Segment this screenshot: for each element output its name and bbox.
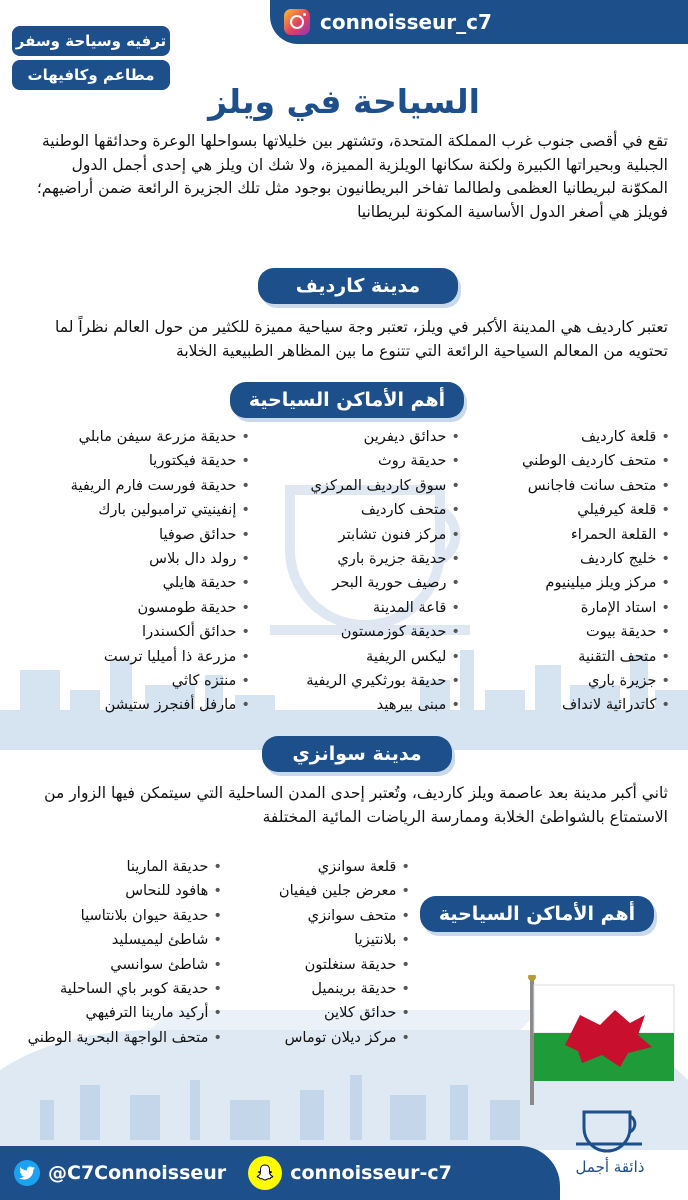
place-item bbox=[230, 596, 460, 620]
place-item bbox=[10, 596, 250, 620]
place-name: متحف كارديف الوطني bbox=[522, 452, 657, 470]
place-item bbox=[230, 523, 460, 547]
swansea-places-column-1 bbox=[200, 855, 410, 1050]
place-item bbox=[200, 977, 410, 1001]
place-name: متحف كارديف bbox=[360, 501, 447, 519]
place-name: مارفل أفنجرز ستيشن bbox=[104, 696, 237, 714]
bullet-icon: • bbox=[241, 598, 250, 616]
bullet-icon: • bbox=[661, 574, 670, 592]
twitter-handle[interactable]: @C7Connoisseur bbox=[48, 1162, 227, 1184]
bullet-icon: • bbox=[213, 980, 222, 998]
place-name: أركيد مارينا الترفيهي bbox=[85, 1004, 209, 1022]
place-name: شاطئ ليميسليد bbox=[111, 931, 209, 949]
place-name: متحف سانت فاجانس bbox=[527, 476, 657, 494]
place-name: حدائق صوفيا bbox=[159, 525, 237, 543]
place-name: قلعة كيرفيلي bbox=[577, 501, 657, 519]
place-item bbox=[22, 928, 222, 952]
place-item bbox=[460, 645, 670, 669]
bullet-icon: • bbox=[451, 452, 460, 470]
place-item bbox=[10, 523, 250, 547]
bullet-icon: • bbox=[661, 647, 670, 665]
bullet-icon: • bbox=[451, 574, 460, 592]
brand-logo bbox=[562, 1092, 662, 1182]
bullet-icon: • bbox=[451, 428, 460, 445]
bullet-icon: • bbox=[213, 882, 222, 900]
place-name: بلانتيزيا bbox=[354, 931, 397, 949]
place-item bbox=[230, 571, 460, 595]
place-item bbox=[22, 977, 222, 1001]
swansea-heading: مدينة سوانزي bbox=[262, 736, 452, 772]
place-name: حدائق كلاين bbox=[323, 1004, 397, 1022]
place-item bbox=[10, 693, 250, 717]
place-item bbox=[10, 474, 250, 498]
bullet-icon: • bbox=[213, 1004, 222, 1022]
place-name: حديقة كوبر باي الساحلية bbox=[59, 980, 209, 998]
place-item bbox=[10, 620, 250, 644]
bullet-icon: • bbox=[661, 525, 670, 543]
place-item bbox=[460, 596, 670, 620]
bullet-icon: • bbox=[401, 1028, 410, 1046]
place-name: حديقة فيكتوريا bbox=[148, 452, 237, 470]
place-name: حديقة جزيرة باري bbox=[337, 550, 447, 568]
place-name: إنفينيتي ترامبولين بارك bbox=[98, 501, 237, 519]
place-item bbox=[230, 474, 460, 498]
place-name: سوق كارديف المركزي bbox=[310, 476, 447, 494]
wales-flag-image bbox=[520, 975, 680, 1105]
cardiff-places-column-2 bbox=[230, 425, 460, 718]
place-name: حديقة طومسون bbox=[137, 598, 237, 616]
intro-paragraph: تقع في أقصى جنوب غرب المملكة المتحدة، وتشتهر بين خليلاتها بسواحلها الوعرة وحدائقها الوطنية الجبلية وبحيراتها الكبيرة ولكنة سكانها الويلزية المميزة، ولا شك ان ويلز هي إحدى أجمل الدول المكوّنة لبريطانيا العظمى ولطالما تفاخر البريطانيون بوجود مثل تلك الجزيرة الرائعة ضمن أراضيهم؛ فويلز هي أصغر الدول الأساسية المكونة لبريطانيا bbox=[36, 132, 668, 221]
bullet-icon: • bbox=[401, 931, 410, 949]
place-name: حديقة كوزمستون bbox=[340, 623, 447, 641]
bullet-icon: • bbox=[213, 906, 222, 924]
place-item bbox=[230, 693, 460, 717]
place-name: حدائق ألكسندرا bbox=[142, 623, 237, 641]
place-name: حديقة بيوت bbox=[586, 623, 657, 641]
bullet-icon: • bbox=[401, 882, 410, 900]
place-item bbox=[200, 1001, 410, 1025]
bullet-icon: • bbox=[241, 428, 250, 445]
snapchat-icon bbox=[248, 1156, 282, 1190]
bullet-icon: • bbox=[661, 452, 670, 470]
place-name: شاطئ سوانسي bbox=[110, 955, 209, 973]
bullet-icon: • bbox=[241, 525, 250, 543]
place-item bbox=[460, 425, 670, 449]
bullet-icon: • bbox=[661, 696, 670, 714]
place-name: هافود للنحاس bbox=[125, 882, 209, 900]
bullet-icon: • bbox=[401, 906, 410, 924]
place-item bbox=[10, 547, 250, 571]
place-item bbox=[460, 669, 670, 693]
place-item bbox=[230, 620, 460, 644]
place-item bbox=[22, 1026, 222, 1050]
place-item bbox=[460, 449, 670, 473]
bullet-icon: • bbox=[451, 525, 460, 543]
place-item bbox=[230, 425, 460, 449]
place-item bbox=[230, 547, 460, 571]
bullet-icon: • bbox=[213, 955, 222, 973]
place-name: مركز فنون تشابتر bbox=[338, 525, 447, 543]
twitter-icon bbox=[14, 1160, 40, 1186]
bullet-icon: • bbox=[401, 858, 410, 875]
bullet-icon: • bbox=[401, 980, 410, 998]
bullet-icon: • bbox=[451, 696, 460, 714]
bullet-icon: • bbox=[661, 672, 670, 690]
place-item bbox=[200, 855, 410, 879]
cardiff-heading: مدينة كارديف bbox=[258, 268, 458, 304]
place-item bbox=[22, 855, 222, 879]
place-name: حديقة حيوان بلانتاسيا bbox=[80, 906, 209, 924]
place-name: رولد دال بلاس bbox=[149, 550, 237, 568]
bullet-icon: • bbox=[451, 672, 460, 690]
place-name: قلعة كارديف bbox=[580, 428, 657, 445]
swansea-description: ثاني أكبر مدينة بعد عاصمة ويلز كارديف، وتُعتبر إحدى المدن الساحلية التي سيتمكن فيها الزوار من الاستمتاع بالشواطئ الخلابة وممارسة الرياضات المائية المختلفة bbox=[44, 784, 668, 826]
place-item bbox=[460, 571, 670, 595]
place-name: حديقة سنغلتون bbox=[304, 955, 397, 973]
bullet-icon: • bbox=[661, 476, 670, 494]
place-name: حديقة فورست فارم الريفية bbox=[70, 476, 237, 494]
place-item bbox=[22, 904, 222, 928]
bullet-icon: • bbox=[241, 623, 250, 641]
bullet-icon: • bbox=[241, 696, 250, 714]
place-name: معرض جلين فيفيان bbox=[278, 882, 397, 900]
place-item bbox=[460, 620, 670, 644]
place-item bbox=[230, 669, 460, 693]
bullet-icon: • bbox=[213, 1028, 222, 1046]
place-name: حديقة المارينا bbox=[126, 858, 209, 875]
place-item bbox=[200, 928, 410, 952]
place-name: كاتدرائية لانداف bbox=[562, 696, 657, 714]
place-name: جزيرة باري bbox=[587, 672, 657, 690]
brand-logo-text: ذائقة أجمل bbox=[575, 1158, 645, 1176]
place-name: مزرعة ذا أميليا ترست bbox=[103, 647, 237, 665]
bullet-icon: • bbox=[241, 647, 250, 665]
bullet-icon: • bbox=[661, 598, 670, 616]
place-item bbox=[230, 645, 460, 669]
place-name: قاعة المدينة bbox=[372, 598, 447, 616]
place-name: حديقة مزرعة سيفن مابلي bbox=[78, 428, 237, 445]
place-item bbox=[200, 904, 410, 928]
place-item bbox=[460, 523, 670, 547]
page-title: السياحة في ويلز bbox=[208, 82, 480, 121]
place-name: حديقة برينميل bbox=[311, 980, 397, 998]
bullet-icon: • bbox=[241, 452, 250, 470]
place-item bbox=[200, 879, 410, 903]
place-name: حديقة هايلي bbox=[162, 574, 237, 592]
place-name: رصيف حورية البحر bbox=[332, 574, 447, 592]
cardiff-places-column-3 bbox=[10, 425, 250, 718]
cardiff-places-column-1 bbox=[460, 425, 670, 718]
bullet-icon: • bbox=[661, 623, 670, 641]
bullet-icon: • bbox=[401, 1004, 410, 1022]
place-item bbox=[460, 498, 670, 522]
place-item bbox=[230, 498, 460, 522]
bullet-icon: • bbox=[241, 476, 250, 494]
cardiff-places-heading: أهم الأماكن السياحية bbox=[230, 382, 464, 418]
bullet-icon: • bbox=[451, 501, 460, 519]
bullet-icon: • bbox=[451, 598, 460, 616]
bullet-icon: • bbox=[241, 501, 250, 519]
bullet-icon: • bbox=[451, 550, 460, 568]
place-item bbox=[22, 1001, 222, 1025]
bullet-icon: • bbox=[241, 672, 250, 690]
place-item bbox=[22, 879, 222, 903]
place-item bbox=[22, 953, 222, 977]
instagram-header-bar bbox=[270, 0, 688, 44]
place-name: متحف الواجهة البحرية الوطني bbox=[27, 1028, 209, 1046]
place-item bbox=[460, 474, 670, 498]
instagram-icon bbox=[284, 9, 310, 35]
social-footer-bar bbox=[0, 1146, 560, 1200]
bullet-icon: • bbox=[451, 476, 460, 494]
category-tag-restaurants: مطاعم وكافيهات bbox=[12, 60, 170, 90]
bullet-icon: • bbox=[661, 501, 670, 519]
bullet-icon: • bbox=[451, 647, 460, 665]
bullet-icon: • bbox=[213, 931, 222, 949]
place-item bbox=[460, 693, 670, 717]
place-item bbox=[230, 449, 460, 473]
bullet-icon: • bbox=[661, 428, 670, 445]
place-item bbox=[10, 449, 250, 473]
swansea-places-heading: أهم الأماكن السياحية bbox=[420, 896, 654, 932]
bullet-icon: • bbox=[451, 623, 460, 641]
place-name: منتزه كاثي bbox=[171, 672, 237, 690]
place-name: ليكس الريفية bbox=[366, 647, 447, 665]
place-name: القلعة الحمراء bbox=[570, 525, 657, 543]
place-item bbox=[10, 645, 250, 669]
place-name: متحف التقنية bbox=[578, 647, 657, 665]
place-item bbox=[200, 953, 410, 977]
place-item bbox=[200, 1026, 410, 1050]
bullet-icon: • bbox=[661, 550, 670, 568]
place-name: حدائق ديفرين bbox=[363, 428, 447, 445]
category-tag-tourism: ترفيه وسياحة وسفر bbox=[12, 26, 170, 56]
place-item bbox=[10, 425, 250, 449]
place-name: قلعة سوانزي bbox=[317, 858, 397, 875]
cardiff-description: تعتبر كارديف هي المدينة الأكبر في ويلز، تعتبر وجة سياحية مميزة للكثير من حول العالم نظراً لما تحتويه من المعالم السياحية الرائعة التي تتنوع ما بين المظاهر الطبيعية الخلابة bbox=[55, 318, 668, 360]
place-item bbox=[10, 498, 250, 522]
bullet-icon: • bbox=[241, 574, 250, 592]
snapchat-handle[interactable]: connoisseur-c7 bbox=[290, 1162, 452, 1184]
bullet-icon: • bbox=[213, 858, 222, 875]
instagram-handle[interactable]: connoisseur_c7 bbox=[320, 10, 492, 34]
place-name: متحف سوانزي bbox=[307, 906, 397, 924]
place-name: حديقة بورثكيري الريفية bbox=[306, 672, 447, 690]
place-name: خليج كارديف bbox=[579, 550, 657, 568]
bullet-icon: • bbox=[241, 550, 250, 568]
bullet-icon: • bbox=[401, 955, 410, 973]
place-item bbox=[460, 547, 670, 571]
place-name: استاد الإمارة bbox=[580, 598, 657, 616]
place-name: مركز ويلز ميلينيوم bbox=[545, 574, 657, 592]
place-item bbox=[10, 571, 250, 595]
place-name: حديقة روث bbox=[377, 452, 447, 470]
swansea-places-column-2 bbox=[22, 855, 222, 1050]
place-item bbox=[10, 669, 250, 693]
place-name: مركز ديلان توماس bbox=[284, 1028, 397, 1046]
place-name: مبنى بيرهيد bbox=[376, 696, 447, 714]
